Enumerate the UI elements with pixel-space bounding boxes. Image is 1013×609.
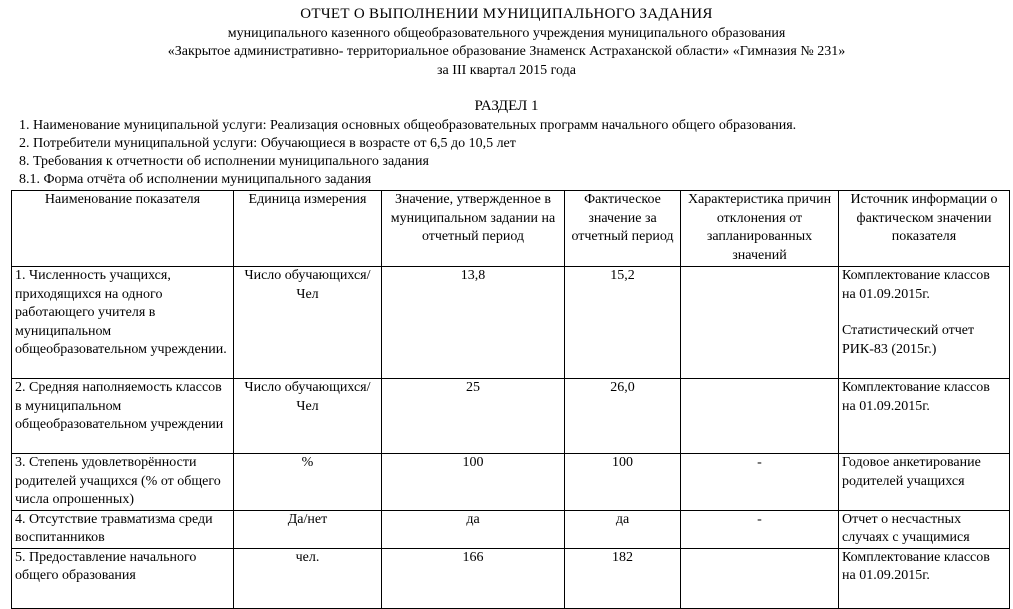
indicator-deviation: - [681,510,839,548]
column-header-planned: Значение, утвержденное в муниципальном задании на отчетный период [382,191,565,267]
indicator-actual: 100 [565,454,681,511]
indicator-name: 4. Отсутствие травматизма среди воспитанников [12,510,234,548]
table-row [12,379,1010,454]
column-header-actual: Фактическое значение за отчетный период [565,191,681,267]
indicator-actual: 26,0 [565,379,681,454]
indicator-unit: чел. [234,548,382,608]
report-period: за III квартал 2015 года [437,63,576,78]
service-name-line: 1. Наименование муниципальной услуги: Реализация основных общеобразовательных программ начального общего образования. [19,118,797,133]
indicator-name: 2. Средняя наполняемость классов в муниципальном общеобразовательном учреждении [12,379,234,454]
report-title: ОТЧЕТ О ВЫПОЛНЕНИИ МУНИЦИПАЛЬНОГО ЗАДАНИЯ [300,6,713,22]
indicator-source: Комплектование классов на 01.09.2015г. [839,548,1010,608]
indicator-name: 3. Степень удовлетворённости родителей учащихся (% от общего числа опрошенных) [12,454,234,511]
column-header-indicator: Наименование показателя [12,191,234,267]
table-row [12,548,1010,608]
service-consumers-line: 2. Потребители муниципальной услуги: Обучающиеся в возрасте от 6,5 до 10,5 лет [19,136,516,151]
source-text-secondary: Статистический отчет РИК-83 (2015г.) [842,323,975,357]
indicator-actual: да [565,510,681,548]
indicator-deviation [681,548,839,608]
report-subtitle-name: «Закрытое административно- территориальное образование Знаменск Астраханской области» «Гимназия № 231» [167,44,846,59]
indicators-table [11,190,1010,609]
indicator-planned: 100 [382,454,565,511]
indicator-unit: Число обучающихся/Чел [234,379,382,454]
table-row [12,267,1010,379]
indicator-source: Комплектование классов на 01.09.2015г. [839,379,1010,454]
report-form-line: 8.1. Форма отчёта об исполнении муниципального задания [19,172,372,187]
indicator-name: 5. Предоставление начального общего образования [12,548,234,608]
indicator-planned: 25 [382,379,565,454]
section-title: РАЗДЕЛ 1 [474,98,539,114]
indicator-deviation: - [681,454,839,511]
indicator-source [839,267,1010,379]
indicator-deviation [681,379,839,454]
indicator-actual: 182 [565,548,681,608]
column-header-unit: Единица измерения [234,191,382,267]
indicator-planned: да [382,510,565,548]
table-header-row [12,191,1010,267]
reporting-requirements-line: 8. Требования к отчетности об исполнении муниципального задания [19,154,429,169]
indicator-source: Годовое анкетирование родителей учащихся [839,454,1010,511]
indicator-planned: 13,8 [382,267,565,379]
indicator-source: Отчет о несчастных случаях с учащимися [839,510,1010,548]
table-row [12,454,1010,511]
indicator-unit: % [234,454,382,511]
report-subtitle-institution: муниципального казенного общеобразовательного учреждения муниципального образования [227,26,786,41]
indicator-unit: Число обучающихся/Чел [234,267,382,379]
indicator-deviation [681,267,839,379]
indicator-planned: 166 [382,548,565,608]
indicator-unit: Да/нет [234,510,382,548]
source-text: Комплектование классов на 01.09.2015г. [842,268,990,302]
column-header-source: Источник информации о фактическом значении показателя [839,191,1010,267]
column-header-deviation: Характеристика причин отклонения от запланированных значений [681,191,839,267]
table-row [12,510,1010,548]
indicator-actual: 15,2 [565,267,681,379]
indicator-name: 1. Численность учащихся, приходящихся на одного работающего учителя в муниципальном общеобразовательном учреждении. [12,267,234,379]
